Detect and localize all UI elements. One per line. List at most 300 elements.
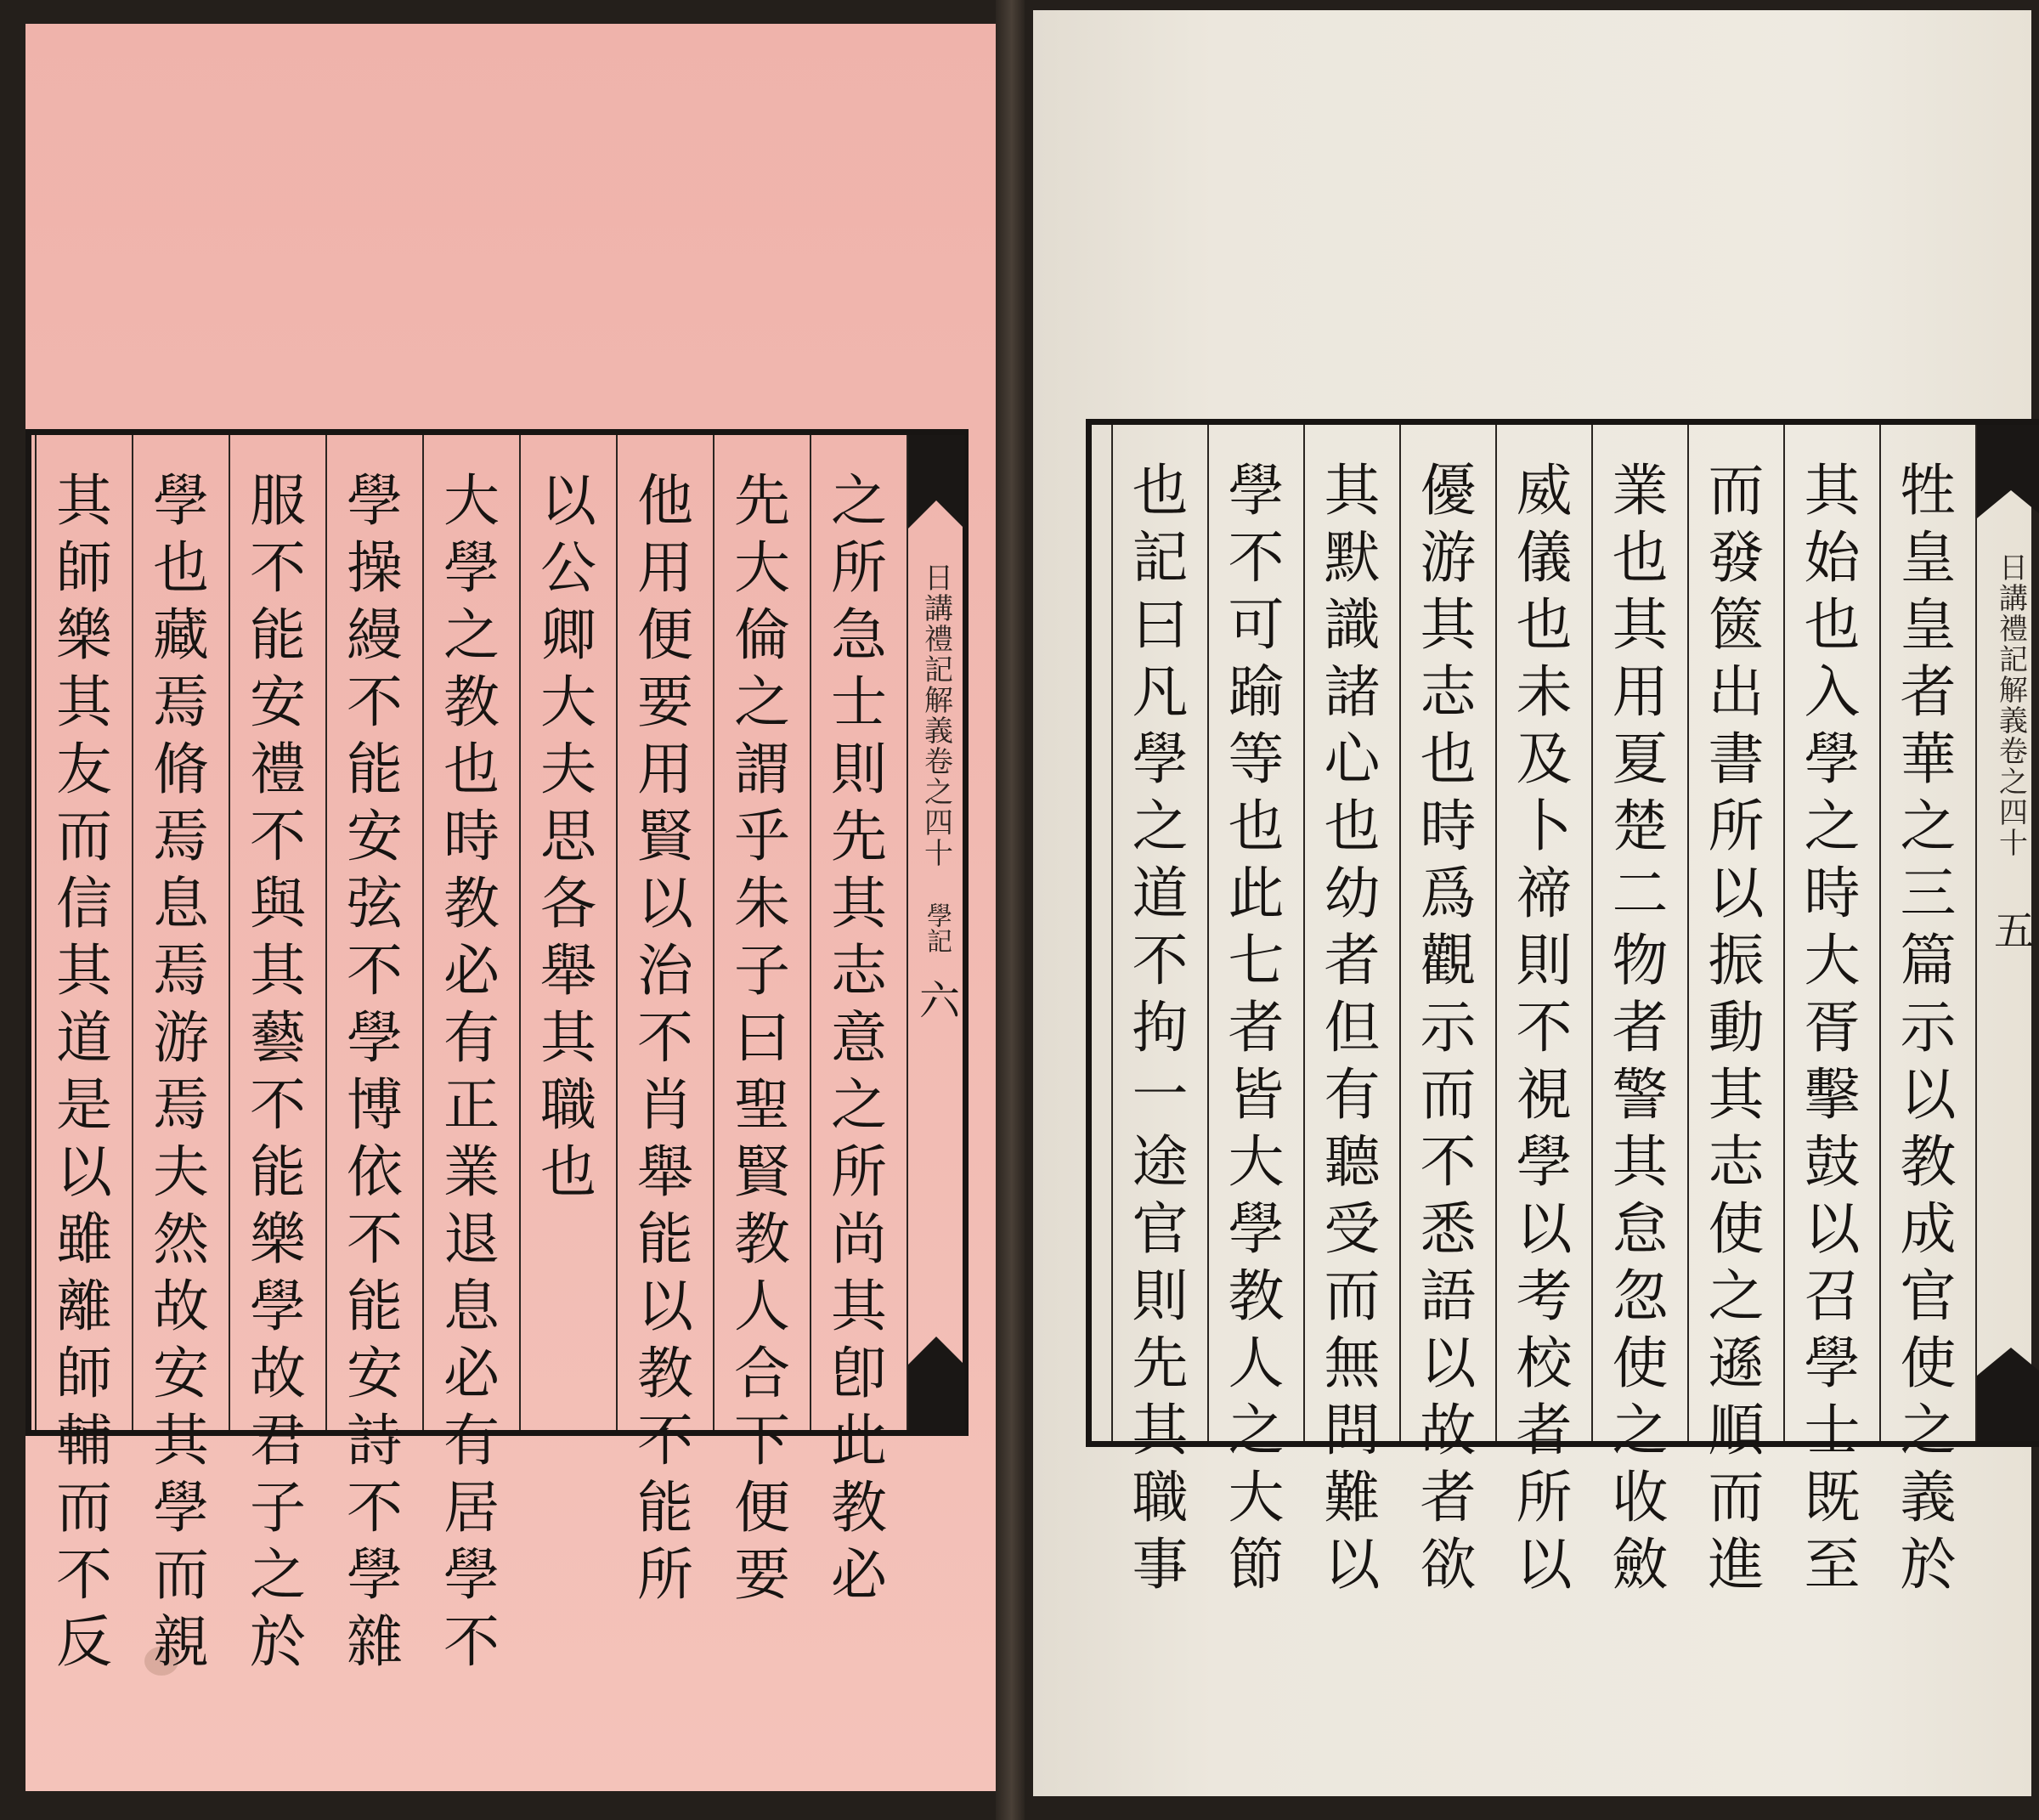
character: 不 [347,670,403,735]
character: 有 [1324,1062,1381,1128]
character: 用 [637,535,693,601]
character: 警 [1612,1062,1669,1128]
character: 雜 [347,1609,403,1675]
character: 官 [1132,1196,1189,1262]
character: 使 [1708,1196,1765,1262]
character: 則 [1516,928,1573,993]
character: 焉 [153,938,209,1003]
character: 發 [1708,525,1765,591]
character: 之 [734,670,790,735]
character: 不 [347,1207,403,1272]
character: 縵 [347,602,403,668]
character: 於 [1900,1532,1957,1597]
character: 以 [56,1139,112,1205]
character: 斂 [1612,1532,1669,1597]
character: 收 [1612,1465,1669,1530]
character: 其 [250,938,306,1003]
character: 先 [1132,1331,1189,1396]
left-page-number: 六 [912,979,960,1020]
character: 學 [347,1005,403,1071]
character: 其 [1612,1129,1669,1195]
character: 學 [1804,1331,1861,1396]
character: 大 [1804,928,1861,993]
character: 篋 [1708,592,1765,658]
character: 用 [1612,659,1669,725]
character: 學 [153,1475,209,1540]
character: 故 [153,1274,209,1339]
character: 以 [1900,1062,1957,1128]
character: 以 [1516,1532,1573,1597]
character: 而 [1324,1263,1381,1329]
character: 召 [1804,1263,1861,1329]
character: 以 [637,871,693,936]
character: 大 [540,670,596,735]
character: 其 [1132,1398,1189,1463]
character: 便 [637,602,693,668]
character: 不 [1516,995,1573,1060]
character: 鼓 [1804,1129,1861,1195]
character: 途 [1132,1129,1189,1195]
character: 其 [56,938,112,1003]
character: 業 [443,1139,500,1205]
character: 牲 [1900,458,1957,523]
character: 七 [1228,928,1285,993]
character: 無 [1324,1331,1381,1396]
character: 者 [1516,1398,1573,1463]
right-text-column-7 [1303,425,1399,1597]
character: 之 [831,468,887,534]
character: 故 [250,1341,306,1406]
character: 之 [1228,1398,1285,1463]
character: 而 [56,1475,112,1540]
character: 也 [1804,592,1861,658]
character: 此 [831,1408,887,1473]
character: 安 [153,1341,209,1406]
character: 學 [1228,458,1285,523]
character: 義 [1900,1465,1957,1530]
character: 道 [56,1005,112,1071]
character: 教 [443,670,500,735]
character: 朱 [734,871,790,936]
character: 學 [1804,726,1861,792]
left-text-column-5 [422,435,519,1675]
character: 之 [1804,794,1861,859]
character: 時 [1420,794,1477,859]
character: 合 [734,1341,790,1406]
right-text-column-1 [1879,425,1975,1597]
character: 賢 [637,804,693,869]
character: 之 [1900,794,1957,859]
character: 必 [831,1542,887,1608]
character: 幼 [1324,861,1381,926]
character: 必 [443,1341,500,1406]
character: 倫 [734,602,790,668]
character: 藏 [153,602,209,668]
character: 不 [347,938,403,1003]
character: 難 [1324,1465,1381,1530]
character: 教 [831,1475,887,1540]
character: 詩 [347,1408,403,1473]
character: 志 [1708,1129,1765,1195]
character: 夏 [1612,726,1669,792]
character: 者 [1228,995,1285,1060]
character: 者 [1900,659,1957,725]
character: 卽 [831,1341,887,1406]
character: 能 [347,737,403,802]
character: 能 [347,1274,403,1339]
character: 能 [637,1207,693,1272]
character: 他 [637,468,693,534]
character: 大 [1228,1465,1285,1530]
character: 者 [1420,1465,1477,1530]
character: 志 [831,938,887,1003]
character: 親 [153,1609,209,1675]
character: 用 [637,737,693,802]
character: 一 [1132,1062,1189,1128]
character: 學 [347,468,403,534]
character: 先 [734,468,790,534]
character: 謂 [734,737,790,802]
character: 所 [831,535,887,601]
character: 息 [443,1274,500,1339]
character: 不 [250,535,306,601]
right-text-column-5 [1495,425,1591,1597]
character: 依 [347,1139,403,1205]
character: 官 [1900,1263,1957,1329]
character: 便 [734,1475,790,1540]
character: 出 [1708,659,1765,725]
character: 華 [1900,726,1957,792]
character: 其 [56,468,112,534]
character: 各 [540,871,596,936]
character: 其 [1708,1062,1765,1128]
character: 之 [1612,1398,1669,1463]
character: 所 [637,1542,693,1608]
character: 離 [56,1274,112,1339]
character: 正 [443,1072,500,1138]
fish-tail-top [1977,425,2039,518]
character: 博 [347,1072,403,1138]
fish-tail-top [908,435,964,528]
character: 可 [1228,592,1285,658]
character: 輔 [56,1408,112,1473]
character: 人 [1228,1331,1285,1396]
character: 儀 [1516,525,1573,591]
character: 樂 [250,1207,306,1272]
left-margin-ribbon [907,435,964,1430]
character: 安 [250,670,306,735]
character: 卿 [540,602,596,668]
character: 學 [1516,1129,1573,1195]
character: 子 [250,1475,306,1540]
character: 所 [1516,1465,1573,1530]
character: 語 [1420,1263,1477,1329]
left-text-column-4 [519,435,616,1430]
character: 悉 [1420,1196,1477,1262]
character: 師 [56,535,112,601]
character: 其 [831,871,887,936]
character: 子 [734,938,790,1003]
character: 以 [1804,1196,1861,1262]
right-text-column-4 [1591,425,1687,1597]
character: 學 [250,1274,306,1339]
character: 事 [1132,1532,1189,1597]
character: 其 [1420,592,1477,658]
left-text-column-7 [229,435,325,1675]
character: 聽 [1324,1129,1381,1195]
character: 能 [637,1475,693,1540]
character: 大 [734,535,790,601]
character: 三 [1900,861,1957,926]
character: 擊 [1804,1062,1861,1128]
character: 不 [1132,928,1189,993]
character: 而 [1708,1465,1765,1530]
character: 者 [1324,928,1381,993]
character: 息 [153,871,209,936]
character: 而 [1708,458,1765,523]
character: 聖 [734,1072,790,1138]
character: 既 [1804,1465,1861,1530]
character: 之 [443,602,500,668]
character: 諸 [1324,659,1381,725]
character: 學 [443,535,500,601]
character: 而 [56,804,112,869]
character: 觀 [1420,928,1477,993]
character: 識 [1324,592,1381,658]
character: 教 [734,1207,790,1272]
character: 卜 [1516,794,1573,859]
character: 威 [1516,458,1573,523]
character: 焉 [153,804,209,869]
character: 信 [56,871,112,936]
right-margin-title: 日講禮記解義卷之四十 [1993,552,2028,858]
character: 人 [734,1274,790,1339]
character: 怠 [1612,1196,1669,1262]
left-text-column-6 [325,435,422,1675]
character: 不 [637,1408,693,1473]
character: 及 [1516,726,1573,792]
character: 學 [1132,726,1189,792]
character: 教 [1228,1263,1285,1329]
left-text-column-8 [132,435,229,1675]
character: 賢 [734,1139,790,1205]
character: 大 [1228,1129,1285,1195]
character: 所 [1708,794,1765,859]
character: 之 [250,1542,306,1608]
character: 脩 [153,737,209,802]
character: 物 [1612,928,1669,993]
character: 二 [1612,861,1669,926]
character: 時 [443,804,500,869]
character: 而 [1420,1062,1477,1128]
character: 公 [540,535,596,601]
character: 其 [1804,458,1861,523]
left-text-column-2 [713,435,810,1608]
character: 樂 [56,602,112,668]
character: 此 [1228,861,1285,926]
character: 游 [153,1005,209,1071]
character: 拘 [1132,995,1189,1060]
character: 志 [1420,659,1477,725]
character: 至 [1804,1532,1861,1597]
right-text-column-8 [1207,425,1303,1597]
character: 友 [56,737,112,802]
character: 優 [1420,458,1477,523]
character: 也 [153,535,209,601]
character: 皆 [1228,1062,1285,1128]
character: 有 [443,1005,500,1071]
character: 視 [1516,1062,1573,1128]
character: 則 [1132,1263,1189,1329]
character: 始 [1804,525,1861,591]
character: 以 [540,468,596,534]
left-text-frame [25,429,969,1675]
character: 皇 [1900,592,1957,658]
character: 但 [1324,995,1381,1060]
character: 治 [637,938,693,1003]
character: 其 [56,670,112,735]
character: 也 [1132,458,1189,523]
right-text-frame [1086,419,2039,1597]
character: 師 [56,1341,112,1406]
character: 舉 [637,1139,693,1205]
character: 其 [1612,592,1669,658]
character: 進 [1708,1532,1765,1597]
character: 也 [443,737,500,802]
character: 下 [734,1408,790,1473]
fish-tail-bottom [908,1337,964,1430]
character: 君 [250,1408,306,1473]
character: 之 [1900,1398,1957,1463]
character: 教 [1900,1129,1957,1195]
character: 禮 [250,737,306,802]
character: 不 [56,1542,112,1608]
character: 踰 [1228,659,1285,725]
character: 曰 [1132,592,1189,658]
character: 之 [831,1072,887,1138]
character: 未 [1516,659,1573,725]
character: 動 [1708,995,1765,1060]
character: 考 [1516,1263,1573,1329]
character: 成 [1900,1196,1957,1262]
character: 服 [250,468,306,534]
right-text-column-3 [1687,425,1783,1597]
character: 藝 [250,1005,306,1071]
left-text-column-1 [810,435,907,1608]
character: 必 [443,938,500,1003]
character: 舉 [540,938,596,1003]
character: 然 [153,1207,209,1272]
character: 時 [1804,861,1861,926]
character: 忽 [1612,1263,1669,1329]
character: 故 [1420,1398,1477,1463]
character: 夫 [540,737,596,802]
character: 爲 [1420,861,1477,926]
character: 篇 [1900,928,1957,993]
character: 能 [250,1139,306,1205]
character: 尚 [831,1207,887,1272]
character: 振 [1708,928,1765,993]
character: 則 [831,737,887,802]
character: 不 [250,1072,306,1138]
character: 其 [1324,458,1381,523]
right-text-column-6 [1399,425,1495,1597]
character: 以 [1516,1196,1573,1262]
character: 使 [1900,1331,1957,1396]
character: 肖 [637,1072,693,1138]
right-text-column-2 [1783,425,1879,1597]
character: 節 [1228,1532,1285,1597]
character: 以 [1324,1532,1381,1597]
character: 入 [1804,659,1861,725]
character: 不 [1228,525,1285,591]
character: 退 [443,1207,500,1272]
left-text-column-3 [616,435,713,1608]
right-page-number: 五 [1986,909,2035,950]
character: 道 [1132,861,1189,926]
character: 學 [347,1542,403,1608]
character: 不 [443,1609,500,1675]
character: 之 [1132,794,1189,859]
character: 以 [637,1274,693,1339]
left-page [0,0,1015,1820]
character: 於 [250,1609,306,1675]
character: 也 [1228,794,1285,859]
character: 夫 [153,1139,209,1205]
character: 操 [347,535,403,601]
character: 者 [1612,995,1669,1060]
character: 記 [1132,525,1189,591]
character: 以 [1420,1331,1477,1396]
character: 游 [1420,525,1477,591]
character: 弦 [347,871,403,936]
character: 問 [1324,1398,1381,1463]
character: 能 [250,602,306,668]
character: 其 [831,1274,887,1339]
character: 教 [443,871,500,936]
character: 士 [1804,1398,1861,1463]
character: 大 [443,468,500,534]
fish-tail-bottom [1977,1348,2039,1441]
character: 也 [1612,525,1669,591]
character: 禘 [1516,861,1573,926]
character: 不 [1420,1129,1477,1195]
character: 先 [831,804,887,869]
character: 受 [1324,1196,1381,1262]
character: 不 [637,1005,693,1071]
character: 職 [540,1072,596,1138]
character: 其 [153,1408,209,1473]
character: 與 [250,871,306,936]
character: 使 [1612,1331,1669,1396]
book-gutter [996,0,1025,1820]
left-margin-title: 日講禮記解義卷之四十 [918,562,953,868]
character: 士 [831,670,887,735]
character: 反 [56,1609,112,1675]
character: 是 [56,1072,112,1138]
right-text-column-9 [1111,425,1207,1597]
character: 胥 [1804,995,1861,1060]
character: 而 [153,1542,209,1608]
character: 書 [1708,726,1765,792]
character: 不 [250,804,306,869]
character: 也 [1324,794,1381,859]
character: 焉 [153,670,209,735]
character: 焉 [153,1072,209,1138]
character: 思 [540,804,596,869]
character: 也 [1420,726,1477,792]
character: 默 [1324,525,1381,591]
